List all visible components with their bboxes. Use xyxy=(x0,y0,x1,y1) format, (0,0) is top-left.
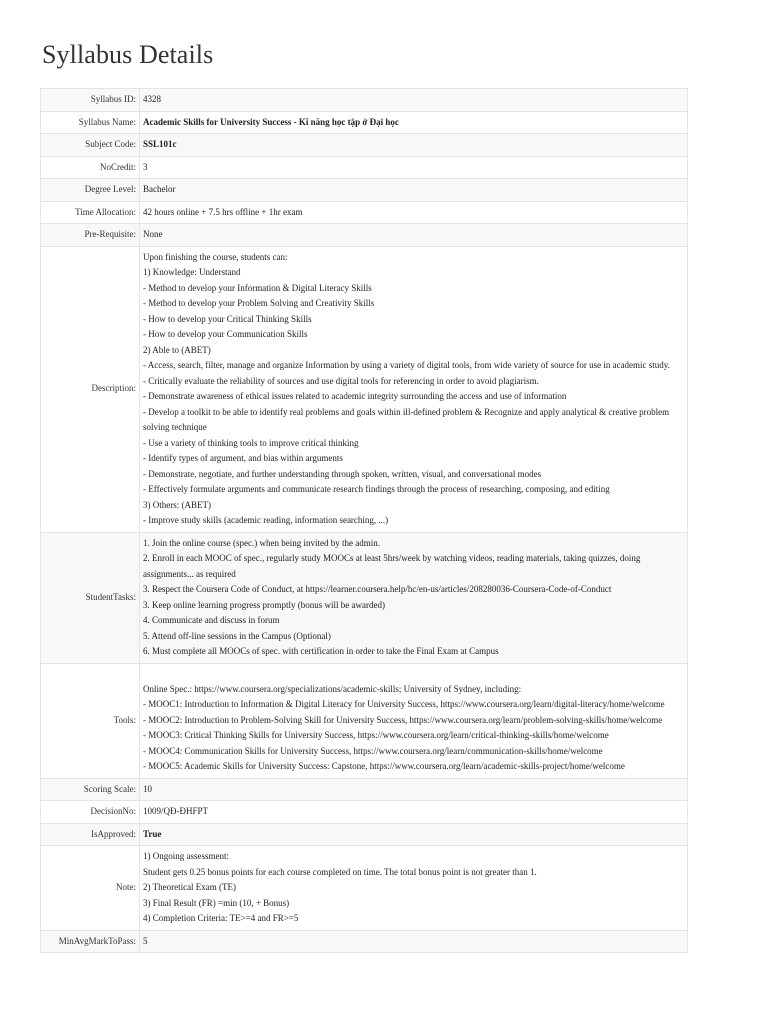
tools-line: - MOOC1: Introduction to Information & Digital Literacy for University Success, https://www.coursera.org/learn/digital-literacy/home/welcome xyxy=(143,699,665,709)
table-row xyxy=(41,246,688,532)
table-row xyxy=(41,778,688,801)
description-line: - How to develop your Critical Thinking Skills xyxy=(143,313,312,324)
student-task-line: 3. Respect the Coursera Code of Conduct, at https://learner.coursera.help/hc/en-us/articles/208280036-Coursera-Code-of-Conduct xyxy=(143,584,612,594)
scoring-scale-label: Scoring Scale: xyxy=(41,778,140,801)
description-value xyxy=(140,246,688,532)
table-row xyxy=(41,663,688,778)
table-row xyxy=(41,930,688,953)
note-line: Student gets 0.25 bonus points for each course completed on time. The total bonus point is not greater than 1. xyxy=(143,866,537,877)
description-line: - Access, search, filter, manage and organize Information by using a variety of digital tools, from wide variety of source for use in academic study. xyxy=(143,360,670,370)
description-line: - How to develop your Communication Skills xyxy=(143,329,308,339)
student-task-line: 2. Enroll in each MOOC of spec., regularly study MOOCs at least 5hrs/week by watching videos, reading materials, taking quizzes, doing assignments... as required xyxy=(143,553,641,579)
note-value xyxy=(140,846,688,931)
student-task-line: 6. Must complete all MOOCs of spec. with certification in order to take the Final Exam at Campus xyxy=(143,646,499,656)
tools-label: Tools: xyxy=(41,663,140,778)
description-line: Upon finishing the course, students can: xyxy=(143,251,288,262)
scoring-scale-value: 10 xyxy=(140,778,688,801)
syllabus-name-value: Academic Skills for University Success - Kĩ năng học tập ở Đại học xyxy=(140,111,688,134)
table-row xyxy=(41,111,688,134)
page-title: Syllabus Details xyxy=(42,40,214,69)
tools-line: Online Spec.: https://www.coursera.org/specializations/academic-skills; University of Sydney, including: xyxy=(143,683,522,694)
description-line: - Demonstrate, negotiate, and further understanding through spoken, written, visual, and conversational modes xyxy=(143,468,542,479)
student-tasks-value xyxy=(140,532,688,663)
tools-line: - MOOC3: Critical Thinking Skills for University Success, https://www.coursera.org/learn/critical-thinking-skills/home/welcome xyxy=(143,730,609,740)
note-line: 1) Ongoing assessment: xyxy=(143,851,229,861)
description-label: Description: xyxy=(41,246,140,532)
time-allocation-value: 42 hours online + 7.5 hrs offline + 1hr exam xyxy=(140,201,688,224)
table-row xyxy=(41,156,688,179)
min-avg-mark-value: 5 xyxy=(140,930,688,953)
table-row xyxy=(41,134,688,157)
no-credit-label: NoCredit: xyxy=(41,156,140,179)
is-approved-value: True xyxy=(140,823,688,846)
student-tasks-label: StudentTasks: xyxy=(41,532,140,663)
description-line: 1) Knowledge: Understand xyxy=(143,267,241,277)
min-avg-mark-label: MinAvgMarkToPass: xyxy=(41,930,140,953)
table-row xyxy=(41,823,688,846)
pre-requisite-label: Pre-Requisite: xyxy=(41,224,140,247)
time-allocation-label: Time Allocation: xyxy=(41,201,140,224)
description-line: - Method to develop your Information & Digital Literacy Skills xyxy=(143,282,372,293)
table-row xyxy=(41,179,688,202)
description-line: - Use a variety of thinking tools to improve critical thinking xyxy=(143,437,359,448)
description-line: - Effectively formulate arguments and communicate research findings through the process of researching, composing, and editing xyxy=(143,484,610,494)
note-line: 3) Final Result (FR) =min (10, + Bonus) xyxy=(143,897,290,908)
syllabus-details-table xyxy=(40,88,688,953)
syllabus-id-value: 4328 xyxy=(140,89,688,112)
table-row xyxy=(41,224,688,247)
note-line: 4) Completion Criteria: TE>=4 and FR>=5 xyxy=(143,913,299,923)
syllabus-id-label: Syllabus ID: xyxy=(41,89,140,112)
subject-code-value: SSL101c xyxy=(140,134,688,157)
student-task-line: 5. Attend off-line sessions in the Campus (Optional) xyxy=(143,630,331,641)
degree-level-value: Bachelor xyxy=(140,179,688,202)
description-line: - Develop a toolkit to be able to identify real problems and goals within ill-defined problem & Recognize and apply analytical & creative problem solving technique xyxy=(143,406,670,432)
tools-value xyxy=(140,663,688,778)
tools-line: - MOOC4: Communication Skills for University Success, https://www.coursera.org/learn/communication-skills/home/welcome xyxy=(143,745,603,756)
student-task-line: 3. Keep online learning progress promptly (bonus will be awarded) xyxy=(143,599,385,610)
tools-line: - MOOC2: Introduction to Problem-Solving Skill for University Success, https://www.coursera.org/learn/problem-solving-skills/home/welcome xyxy=(143,714,663,725)
description-line: - Method to develop your Problem Solving and Creativity Skills xyxy=(143,298,375,308)
table-row xyxy=(41,846,688,931)
tools-line: - MOOC5: Academic Skills for University Success: Capstone, https://www.coursera.org/learn/academic-skills-project/home/welcome xyxy=(143,761,625,771)
subject-code-label: Subject Code: xyxy=(41,134,140,157)
syllabus-name-label: Syllabus Name: xyxy=(41,111,140,134)
pre-requisite-value: None xyxy=(140,224,688,247)
no-credit-value: 3 xyxy=(140,156,688,179)
table-row xyxy=(41,801,688,824)
decision-no-value: 1009/QĐ-ĐHFPT xyxy=(140,801,688,824)
student-task-line: 4. Communicate and discuss in forum xyxy=(143,615,280,625)
note-label: Note: xyxy=(41,846,140,931)
degree-level-label: Degree Level: xyxy=(41,179,140,202)
decision-no-label: DecisionNo: xyxy=(41,801,140,824)
description-line: 2) Able to (ABET) xyxy=(143,344,211,355)
student-task-line: 1. Join the online course (spec.) when being invited by the admin. xyxy=(143,537,380,548)
table-row xyxy=(41,532,688,663)
description-line: 3) Others: (ABET) xyxy=(143,499,211,510)
description-line: - Critically evaluate the reliability of sources and use digital tools for referencing in order to avoid plagiarism. xyxy=(143,375,539,386)
description-line: - Identify types of argument, and bias within arguments xyxy=(143,453,343,463)
note-line: 2) Theoretical Exam (TE) xyxy=(143,882,237,892)
is-approved-label: IsApproved: xyxy=(41,823,140,846)
description-line: - Demonstrate awareness of ethical issues related to academic integrity surrounding the access and use of information xyxy=(143,391,567,401)
table-row xyxy=(41,201,688,224)
description-line: - Improve study skills (academic reading, information searching, ...) xyxy=(143,515,389,525)
table-row xyxy=(41,89,688,112)
